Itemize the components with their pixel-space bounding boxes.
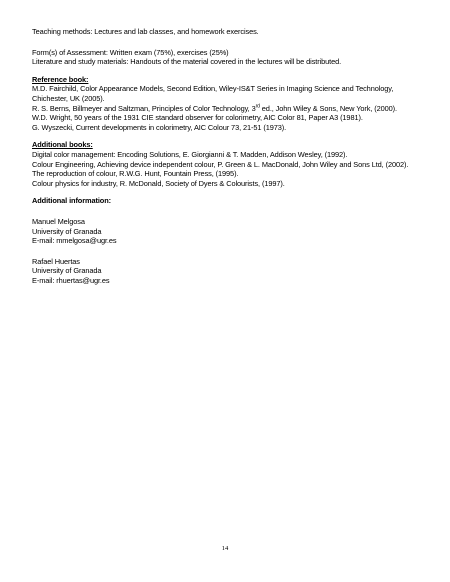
reference-book-item: M.D. Fairchild, Color Appearance Models, Second Edition, Wiley-IS&T Series in Imaging Science and Technology, Chichester, UK (2005). [32, 84, 394, 103]
literature-text: Literature and study materials: Handouts of the material covered in the lectures will be distributed. [32, 57, 342, 67]
reference-book-item-text: R. S. Berns, Billmeyer and Saltzman, Principles of Color Technology, 3 [32, 103, 256, 113]
contact-institution: University of Granada [32, 266, 102, 276]
reference-book-item: G. Wyszecki, Current developments in colorimetry, AIC Colour 73, 21-51 (1973). [32, 122, 287, 132]
additional-information-section [32, 196, 427, 285]
additional-information-heading: Additional information: [32, 196, 111, 206]
reference-book-item: W.D. Wright, 50 years of the 1931 CIE standard observer for colorimetry, AIC Color 81, Paper A3 (1981). [32, 113, 363, 123]
contact-institution: University of Granada [32, 226, 102, 236]
additional-book-item: Colour Engineering, Achieving device independent colour, P. Green & L. MacDonald, John Wiley and Sons Ltd, (2002). [32, 159, 409, 169]
reference-books-section [32, 75, 427, 133]
contact-email: E-mail: rhuertas@ugr.es [32, 275, 110, 285]
page-number: 14 [221, 545, 229, 552]
contact-block [32, 257, 427, 286]
additional-books-heading: Additional books: [32, 140, 93, 150]
contact-name: Rafael Huertas [32, 256, 80, 266]
additional-book-item: Digital color management: Encoding Solutions, E. Giorgianni & T. Madden, Addison Wesley, (1992). [32, 149, 348, 159]
document-page [32, 27, 427, 285]
contact-email: E-mail: mmelgosa@ugr.es [32, 236, 117, 246]
reference-book-item-text: ed., John Wiley & Sons, New York, (2000). [259, 103, 397, 113]
additional-book-item: Colour physics for industry, R. McDonald, Society of Dyers & Colourists, (1997). [32, 178, 285, 188]
assessment-text: Form(s) of Assessment: Written exam (75%), exercises (25%) [32, 47, 229, 57]
reference-book-item [32, 104, 424, 114]
reference-books-heading: Reference book: [32, 74, 89, 84]
contact-name: Manuel Melgosa [32, 216, 85, 226]
edition-superscript: rd [255, 103, 260, 110]
additional-books-section [32, 140, 427, 188]
contact-block [32, 217, 427, 246]
additional-book-item: The reproduction of colour, R.W.G. Hunt, Fountain Press, (1995). [32, 169, 239, 179]
teaching-methods-text: Teaching methods: Lectures and lab classes, and homework exercises. [32, 27, 259, 36]
